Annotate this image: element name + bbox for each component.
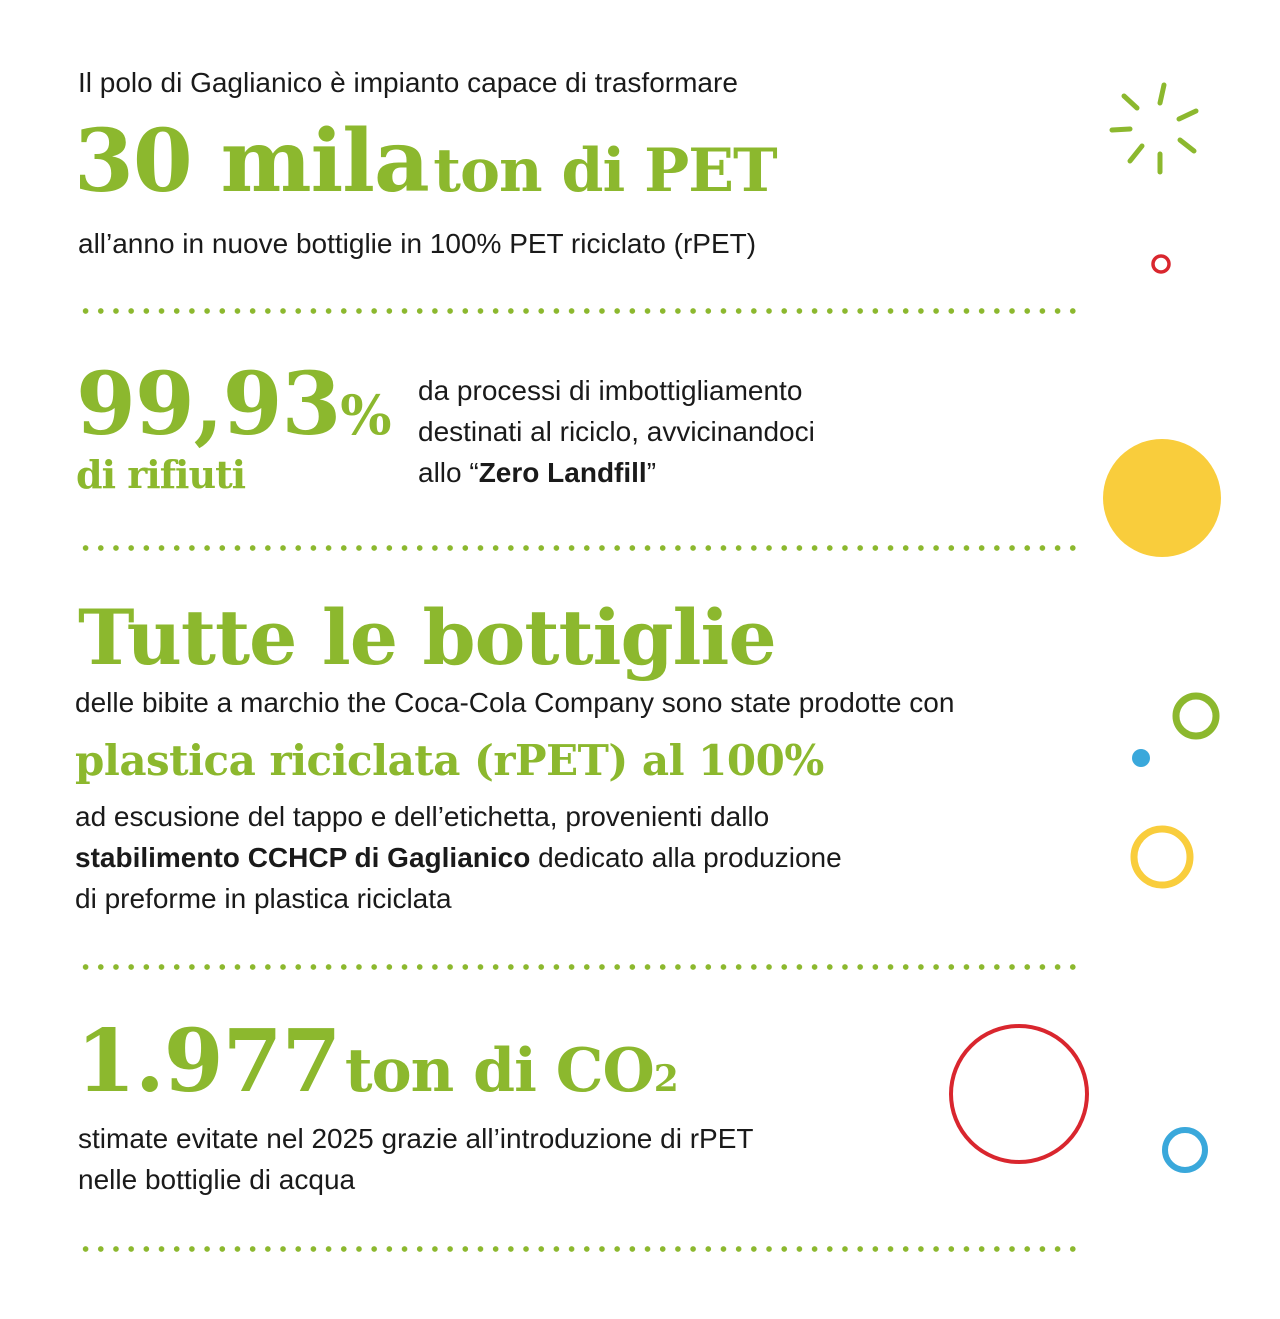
sparkle-icon <box>1112 85 1196 172</box>
stat-number: 1.977 <box>76 1011 341 1112</box>
stat-subtitle: di rifiuti <box>76 452 246 497</box>
caption-line: nelle bottiglie di acqua <box>78 1164 356 1195</box>
blue-dot-icon <box>1132 749 1150 767</box>
stat-caption: all’anno in nuove bottiglie in 100% PET riciclato (rPET) <box>78 228 757 259</box>
stat-unit: ton di PET <box>433 136 777 206</box>
description-line: da processi di imbottigliamento <box>418 375 803 406</box>
red-large-ring-icon <box>951 1026 1087 1162</box>
highlight-text: plastica riciclata (rPET) al 100% <box>75 736 824 785</box>
section-heading: Tutte le bottiglie <box>78 593 776 682</box>
blue-ring-icon <box>1165 1130 1205 1170</box>
percent-sign: % <box>340 383 391 447</box>
yellow-circle-icon <box>1103 439 1221 557</box>
body-line: di preforme in plastica riciclata <box>75 883 452 914</box>
body-text: delle bibite a marchio the Coca-Cola Company sono state prodotte con <box>75 687 955 718</box>
description-line: destinati al riciclo, avvicinandoci <box>418 416 815 447</box>
stat-unit: ton di CO <box>344 1036 654 1106</box>
plant-name: stabilimento CCHCP di Gaglianico <box>75 842 531 873</box>
yellow-ring-icon <box>1134 829 1190 885</box>
subscript-2: 2 <box>653 1058 678 1100</box>
red-ring-icon <box>1153 256 1169 272</box>
caption-line: stimate evitate nel 2025 grazie all’introduzione di rPET <box>78 1123 754 1154</box>
body-line: stabilimento CCHCP di Gaglianico dedicato alla produzione <box>75 842 842 873</box>
intro-text: Il polo di Gaglianico è impianto capace di trasformare <box>78 67 738 98</box>
description-line: allo “Zero Landfill” <box>418 457 657 488</box>
stat-number: 30 mila <box>74 111 429 212</box>
green-ring-icon <box>1176 696 1216 736</box>
stat-number: 99,93 <box>76 354 341 455</box>
body-line: ad escusione del tappo e dell’etichetta, provenienti dallo <box>75 801 770 832</box>
zero-landfill-label: Zero Landfill <box>478 457 647 488</box>
